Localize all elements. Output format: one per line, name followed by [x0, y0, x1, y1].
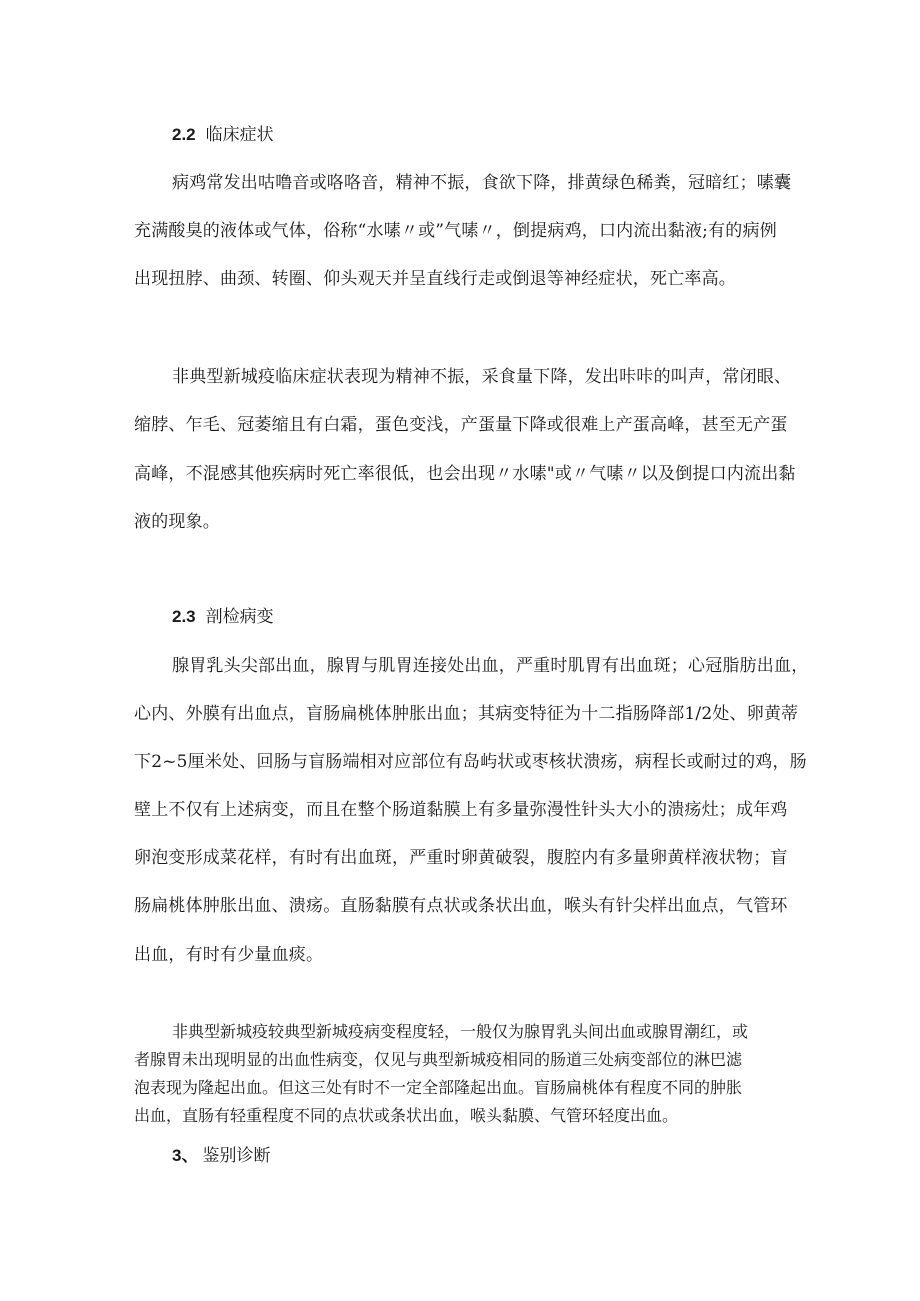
paragraph-line: 出现扭脖、曲颈、转圈、仰头观天并呈直线行走或倒退等神经症状，死亡率高。	[134, 269, 736, 289]
paragraph-line: 非典型新城疫较典型新城疫病变程度轻，一般仅为腺胃乳头间出血或腺胃潮红，或	[172, 1022, 749, 1041]
paragraph-line: 出血，直肠有轻重程度不同的点状或条状出血，喉头黏膜、气管环轻度出血。	[134, 1106, 679, 1125]
section-title: 鉴别诊断	[202, 1146, 271, 1166]
section-heading-3	[172, 1145, 270, 1167]
section-heading-2-2	[172, 124, 274, 146]
paragraph-line: 出血，有时有少量血痰。	[134, 945, 324, 965]
section-number: 2.3	[172, 607, 196, 626]
paragraph-line: 充满酸臭的液体或气体，俗称“水嗉〃或”气嗉〃，倒提病鸡，口内流出黏液;有的病例	[134, 221, 777, 241]
paragraph-line: 心内、外膜有出血点，盲肠扁桃体肿胀出血；其病变特征为十二指肠降部1/2处、卵黄蒂	[134, 704, 799, 724]
paragraph-line: 肠扁桃体肿胀出血、溃疡。直肠黏膜有点状或条状出血，喉头有针尖样出血点，气管环	[134, 896, 788, 916]
paragraph-line: 腺胃乳头尖部出血，腺胃与肌胃连接处出血，严重时肌胃有出血斑；心冠脂肪出血，	[172, 656, 809, 676]
paragraph-line: 高峰，不混感其他疾病时死亡率很低，也会出现〃水嗉"或〃气嗉〃以及倒提口内流出黏	[134, 464, 796, 484]
paragraph-line: 缩脖、乍毛、冠萎缩且有白霜，蛋色变浅，产蛋量下降或很难上产蛋高峰，甚至无产蛋	[134, 415, 788, 435]
paragraph-line: 泡表现为隆起出血。但这三处有时不一定全部隆起出血。盲肠扁桃体有程度不同的肿胀	[134, 1078, 743, 1097]
paragraph-line: 卵泡变形成菜花样，有时有出血斑，严重时卵黄破裂，腹腔内有多量卵黄样液状物；盲	[134, 848, 788, 868]
section-number: 2.2	[172, 125, 196, 144]
section-title: 剖检病变	[205, 607, 274, 627]
paragraph-line: 非典型新城疫临床症状表现为精神不振，采食量下降，发出咔咔的叫声，常闭眼、	[172, 367, 792, 387]
paragraph-line: 下2~5厘米处、回肠与盲肠端相对应部位有岛屿状或枣核状溃疡，病程长或耐过的鸡，肠	[134, 752, 807, 772]
paragraph-line: 液的现象。	[134, 512, 220, 532]
section-number: 3、	[172, 1146, 199, 1165]
paragraph-line: 壁上不仅有上述病变，而且在整个肠道黏膜上有多量弥漫性针头大小的溃疡灶；成年鸡	[134, 800, 788, 820]
section-title: 临床症状	[205, 125, 274, 145]
section-heading-2-3	[172, 606, 274, 628]
paragraph-line: 病鸡常发出咕噜音或咯咯音，精神不振，食欲下降，排黄绿色稀粪，冠暗红；嗉囊	[172, 173, 792, 193]
paragraph-line: 者腺胃未出现明显的出血性病变，仅见与典型新城疫相同的肠道三处病变部位的淋巴滤	[134, 1050, 743, 1069]
